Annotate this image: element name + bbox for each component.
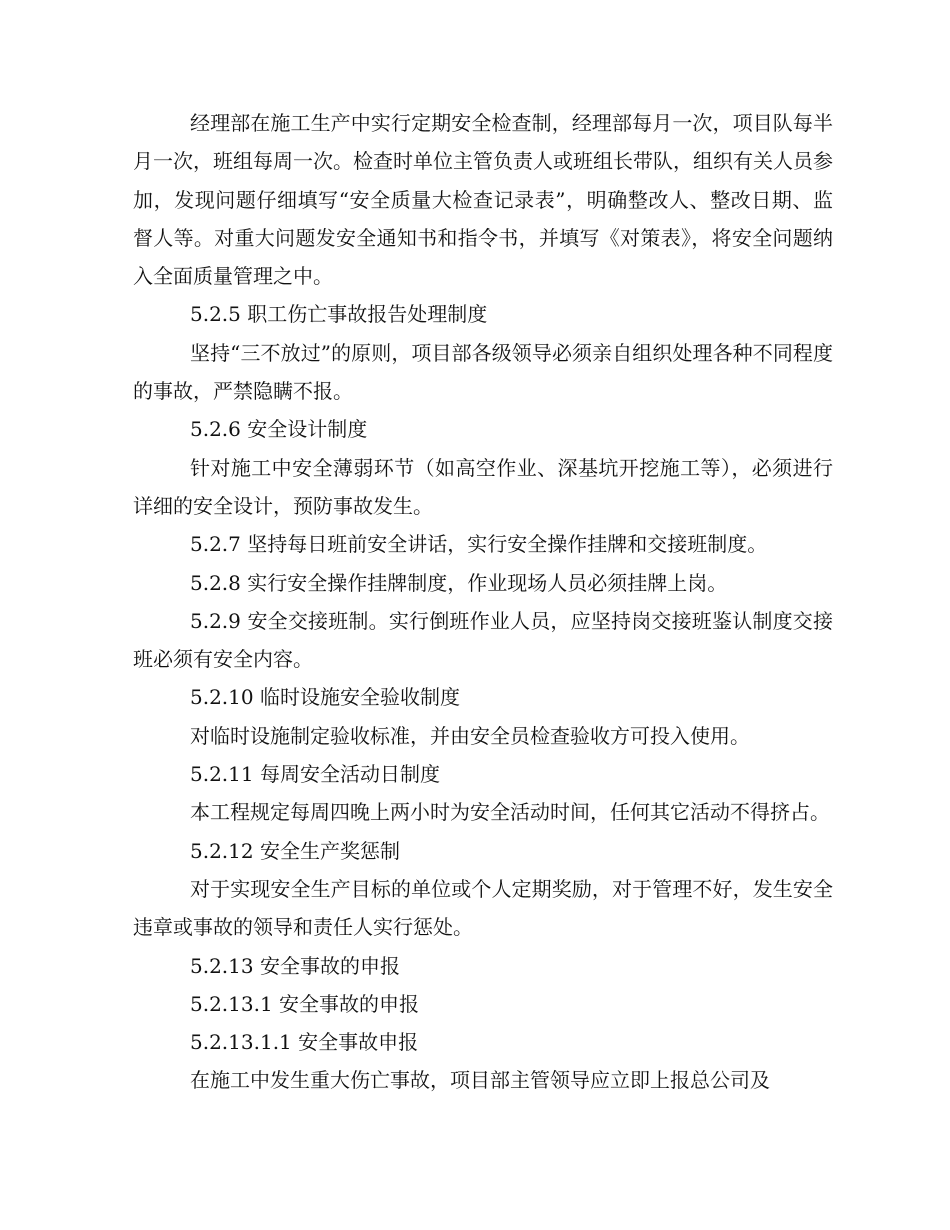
section-5-2-6-heading: 5.2.6 安全设计制度 [190, 417, 368, 442]
inspection-paragraph: 经理部在施工生产中实行定期安全检查制，经理部每月一次，项目队每半月一次，班组每周一次。检查时单位主管负责人或班组长带队，组织有关人员参加，发现问题仔细填写“安全质量大检查记录表”，明确整改人、整改日期、监督人等。对重大问题发安全通知书和指令书，并填写《对策表》，将安全问题纳入全面质量管理之中。 [133, 111, 833, 289]
section-5-2-12-paragraph: 对于实现安全生产目标的单位或个人定期奖励，对于管理不好，发生安全违章或事故的领导和责任人实行惩处。 [133, 876, 833, 940]
section-5-2-10-heading: 5.2.10 临时设施安全验收制度 [190, 685, 460, 710]
section-5-2-12-heading: 5.2.12 安全生产奖惩制 [190, 838, 400, 863]
section-5-2-5-heading: 5.2.5 职工伤亡事故报告处理制度 [190, 302, 488, 327]
section-5-2-10-paragraph: 对临时设施制定验收标准，并由安全员检查验收方可投入使用。 [190, 723, 750, 748]
section-5-2-13-1-1-paragraph: 在施工中发生重大伤亡事故，项目部主管领导应立即上报总公司及 [190, 1068, 770, 1093]
section-5-2-9-paragraph: 5.2.9 安全交接班制。实行倒班作业人员，应坚持岗交接班鉴认制度交接班必须有安全内容。 [133, 608, 833, 672]
section-5-2-13-1-1-heading: 5.2.13.1.1 安全事故申报 [190, 1030, 419, 1055]
section-5-2-13-heading: 5.2.13 安全事故的申报 [190, 953, 400, 978]
section-5-2-6-paragraph: 针对施工中安全薄弱环节（如高空作业、深基坑开挖施工等），必须进行详细的安全设计，预防事故发生。 [133, 455, 833, 518]
section-5-2-7-heading: 5.2.7 坚持每日班前安全讲话，实行安全操作挂牌和交接班制度。 [190, 532, 768, 557]
section-5-2-11-heading: 5.2.11 每周安全活动日制度 [190, 762, 440, 787]
section-5-2-8-heading: 5.2.8 实行安全操作挂牌制度，作业现场人员必须挂牌上岗。 [190, 570, 728, 595]
section-5-2-13-1-heading: 5.2.13.1 安全事故的申报 [190, 991, 420, 1016]
section-5-2-11-paragraph: 本工程规定每周四晚上两小时为安全活动时间，任何其它活动不得挤占。 [190, 800, 830, 825]
section-5-2-5-paragraph: 坚持“三不放过”的原则，项目部各级领导必须亲自组织处理各种不同程度的事故，严禁隐瞒不报。 [133, 340, 833, 404]
document-page [133, 104, 833, 1100]
